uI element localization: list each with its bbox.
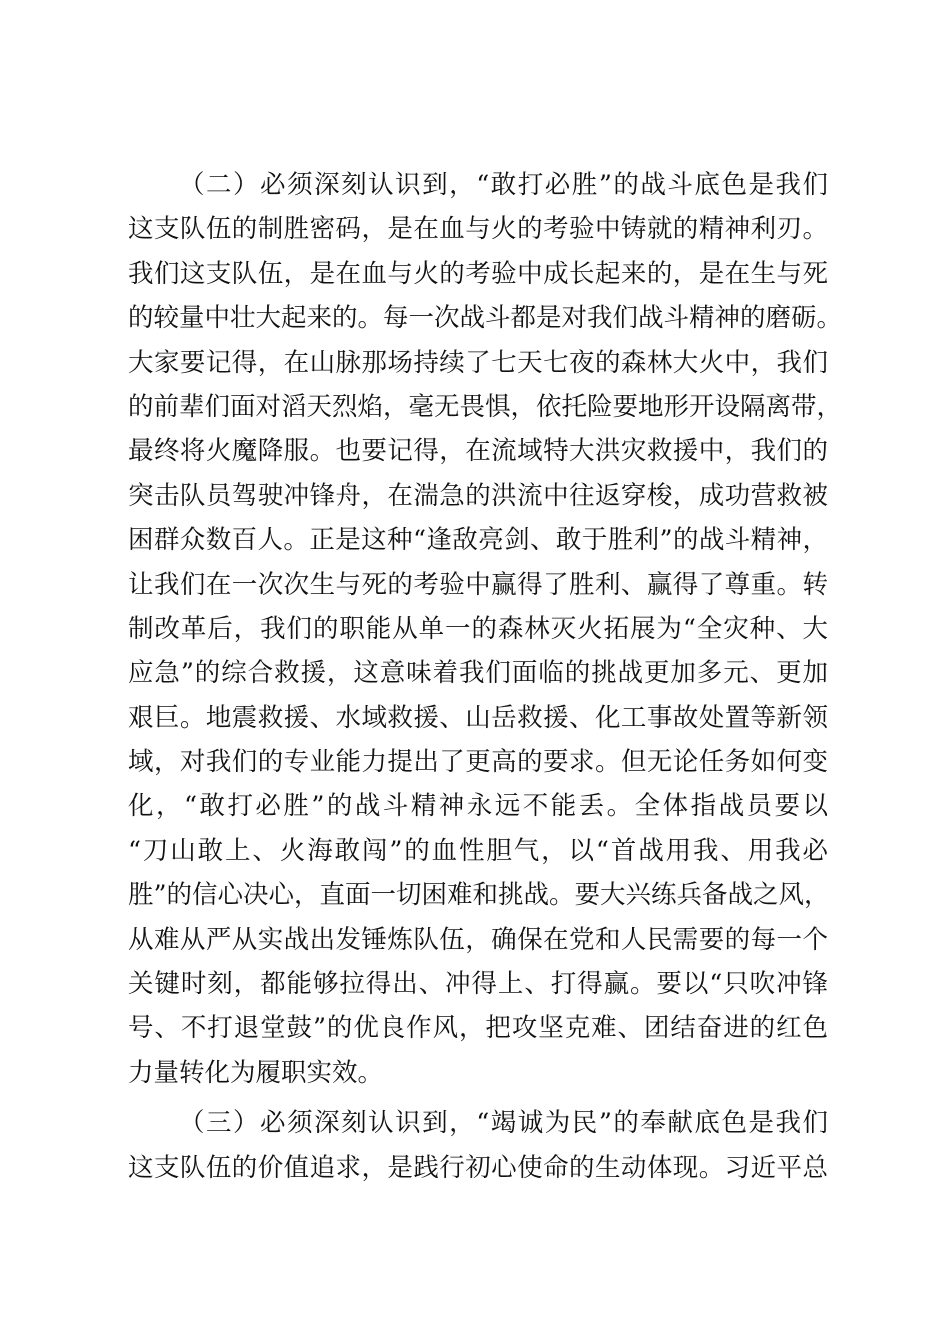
- text-line: 从难从严从实战出发锤炼队伍，确保在党和人民需要的每一个: [128, 924, 828, 955]
- text-line: 关键时刻，都能够拉得出、冲得上、打得赢。要以“只吹冲锋: [128, 969, 828, 1000]
- text-line: 艰巨。地震救援、水域救援、山岳救援、化工事故处置等新领: [128, 702, 828, 733]
- text-line: 这支队伍的价值追求，是践行初心使命的生动体现。习近平总: [128, 1152, 828, 1183]
- text-line: 的前辈们面对滔天烈焰，毫无畏惧，依托险要地形开设隔离带，: [128, 391, 843, 422]
- text-line: 号、不打退堂鼓”的优良作风，把攻坚克难、团结奋进的红色: [128, 1013, 828, 1044]
- text-line: 让我们在一次次生与死的考验中赢得了胜利、赢得了尊重。转: [128, 569, 828, 600]
- text-line: 大家要记得，在山脉那场持续了七天七夜的森林大火中，我们: [128, 347, 828, 378]
- text-line: 最终将火魔降服。也要记得，在流域特大洪灾救援中，我们的: [128, 436, 828, 467]
- text-line: （三）必须深刻认识到，“竭诚为民”的奉献底色是我们: [179, 1108, 828, 1139]
- text-line: 化，“敢打必胜”的战斗精神永远不能丢。全体指战员要以: [128, 791, 828, 822]
- text-line: 域，对我们的专业能力提出了更高的要求。但无论任务如何变: [128, 747, 828, 778]
- text-line: 困群众数百人。正是这种“逢敌亮剑、敢于胜利”的战斗精神，: [128, 525, 828, 556]
- text-line: （二）必须深刻认识到，“敢打必胜”的战斗底色是我们: [179, 170, 828, 200]
- paragraph-2: [128, 163, 843, 1095]
- text-line: 这支队伍的制胜密码，是在血与火的考验中铸就的精神利刃。: [128, 214, 828, 245]
- text-line: 力量转化为履职实效。: [128, 1057, 384, 1088]
- text-line: 我们这支队伍，是在血与火的考验中成长起来的，是在生与死: [128, 258, 828, 289]
- text-line: 制改革后，我们的职能从单一的森林灭火拓展为“全灾种、大: [128, 613, 828, 644]
- paragraph-3: [128, 1101, 828, 1190]
- text-line: 突击队员驾驶冲锋舟，在湍急的洪流中往返穿梭，成功营救被: [128, 480, 828, 511]
- text-line: 胜”的信心决心，直面一切困难和挑战。要大兴练兵备战之风，: [128, 880, 830, 911]
- text-line: 应急”的综合救援，这意味着我们面临的挑战更加多元、更加: [128, 658, 828, 689]
- text-line: 的较量中壮大起来的。每一次战斗都是对我们战斗精神的磨砺。: [128, 303, 843, 334]
- text-line: “刀山敢上、火海敢闯”的血性胆气，以“首战用我、用我必: [128, 835, 828, 866]
- body-text: [128, 163, 843, 1190]
